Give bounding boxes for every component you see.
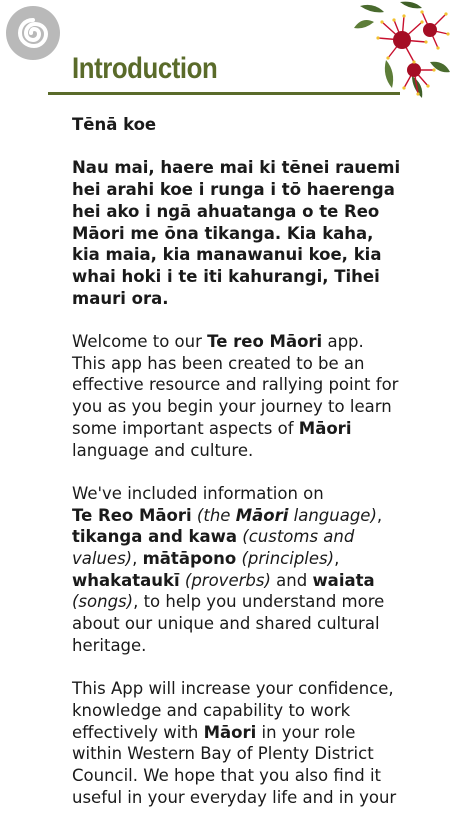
bold-span: Te reo Māori bbox=[207, 332, 323, 351]
italic-span bbox=[197, 506, 377, 525]
text-span: language and culture. bbox=[72, 440, 254, 460]
text-span: and bbox=[270, 570, 313, 590]
text-span: , to help you understand more about our unique and shared cultural heritage. bbox=[72, 592, 385, 655]
text-span: app. This app has been created to be an effective resource and rallying point for you as you begin your journey to learn some important aspects of bbox=[72, 332, 399, 438]
italic-span: (principles) bbox=[241, 549, 335, 569]
bold-span: Māori bbox=[298, 418, 352, 438]
bold-span: Te Reo Māori bbox=[72, 505, 192, 525]
title-divider bbox=[48, 92, 400, 95]
pohutukawa-flower-decoration bbox=[352, 0, 450, 100]
welcome-paragraph bbox=[72, 331, 402, 461]
bold-italic-span: Māori bbox=[235, 505, 289, 525]
italic-span: (proverbs) bbox=[184, 570, 271, 590]
text-span: This App will increase your confidence, knowledge and capability to work effectively with bbox=[72, 679, 394, 742]
text-span: , bbox=[376, 505, 383, 525]
greeting: Tēnā koe bbox=[72, 115, 157, 134]
back-button[interactable] bbox=[6, 6, 60, 60]
maori-welcome-paragraph: Nau mai, haere mai ki tēnei rauemi hei arahi koe i runga i tō haerenga hei ako i ngā ahuatanga o te Reo Māori me ōna tikanga. Kia kaha, kia maia, kia manawanui koe, kia whai hoki i te iti kahurangi, Tihei mauri ora. bbox=[72, 158, 401, 308]
page-title: Introduction bbox=[72, 52, 218, 85]
bold-span: Māori bbox=[203, 722, 257, 742]
bold-span: waiata bbox=[312, 570, 375, 590]
italic-span: (customs and values) bbox=[72, 527, 355, 569]
text-span: in your role within Western Bay of Plenty District Council. We hope that you also find it useful in your everyday life and in your bbox=[72, 722, 397, 807]
italic-span: (songs) bbox=[72, 592, 134, 612]
text-span: We've included information on bbox=[72, 483, 324, 503]
topics-paragraph bbox=[72, 483, 402, 657]
koru-spiral-icon bbox=[16, 16, 50, 50]
bold-span: tikanga and kawa bbox=[72, 527, 238, 547]
text-span: Welcome to our bbox=[72, 332, 208, 351]
confidence-paragraph bbox=[72, 678, 402, 808]
italic-text: language) bbox=[288, 505, 377, 525]
italic-text: (the bbox=[196, 505, 236, 525]
text-span: , bbox=[334, 549, 340, 569]
bold-span: whakataukī bbox=[72, 570, 180, 590]
intro-content bbox=[72, 114, 402, 830]
text-span: , bbox=[132, 549, 143, 569]
bold-span: mātāpono bbox=[142, 549, 237, 569]
